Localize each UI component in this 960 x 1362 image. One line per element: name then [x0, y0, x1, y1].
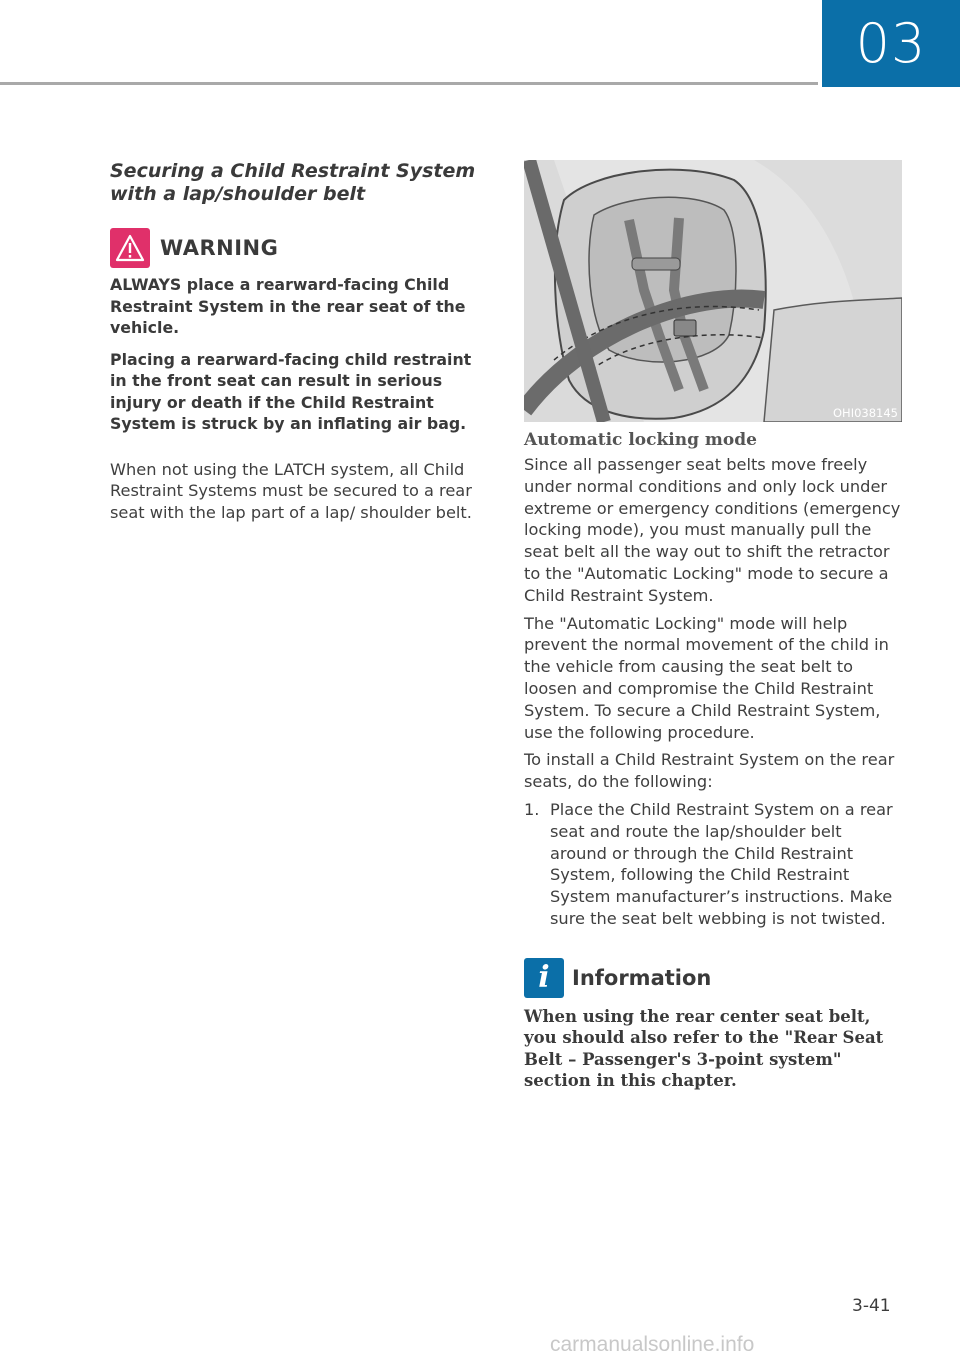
chapter-tab — [822, 0, 960, 87]
warning-text-2: Placing a rearward-facing child restraint in the front seat can result in serious injury or death if the Child Restraint System is struck by an inflating air bag. — [110, 349, 472, 433]
subheading: Automatic locking mode — [524, 430, 757, 450]
section-title-line2: with a lap/shoulder belt — [110, 183, 366, 205]
step-1 — [524, 799, 902, 930]
information-label: Information — [572, 965, 712, 990]
warning-label: WARNING — [160, 236, 279, 260]
warning-header — [110, 228, 490, 268]
chapter-number: 03 — [855, 12, 927, 75]
page-number: 3-41 — [852, 1296, 891, 1316]
section-title-line1: Securing a Child Restraint System — [110, 160, 476, 182]
child-seat-drawing — [524, 160, 902, 422]
paragraph-2: The "Automatic Locking" mode will help prevent the normal movement of the child in the vehicle from causing the seat belt to loosen and compromise the Child Restraint System. To secure a Child Restraint System, use the following procedure. — [524, 613, 889, 742]
paragraph-3: To install a Child Restraint System on the rear seats, do the following: — [524, 750, 895, 792]
information-text: When using the rear center seat belt, you should also refer to the "Rear Seat Belt – Passenger's 3-point system" section in this chapter. — [524, 1006, 884, 1091]
info-icon-letter: i — [538, 960, 550, 996]
info-icon — [524, 958, 564, 998]
latch-paragraph: When not using the LATCH system, all Child Restraint Systems must be secured to a rear seat with the lap part of a lap/ shoulder belt. — [110, 459, 472, 523]
right-column — [524, 160, 902, 1092]
watermark: carmanualsonline.info — [550, 1333, 755, 1356]
warning-text-1: ALWAYS place a rearward-facing Child Restraint System in the rear seat of the vehicle. — [110, 275, 466, 337]
header-rule — [0, 82, 818, 85]
information-header — [524, 958, 902, 998]
section-title — [110, 160, 490, 206]
left-column — [110, 160, 490, 524]
step-number: 1. — [524, 799, 540, 819]
warning-icon — [110, 228, 150, 268]
step-text: Place the Child Restraint System on a rear seat and route the lap/shoulder belt around or through the Child Restraint System, following the Child Restraint System manufacturer’s instructions. Make sure the seat belt webbing is not twisted. — [550, 799, 893, 928]
paragraph-1: Since all passenger seat belts move freely under normal conditions and only lock under extreme or emergency conditions (emergency locking mode), you must manually pull the seat belt all the way out to shift the retractor to the "Automatic Locking" mode to secure a Child Restraint System. — [524, 455, 901, 605]
figure-code: OHI038145 — [833, 406, 898, 420]
child-seat-illustration — [524, 160, 902, 422]
